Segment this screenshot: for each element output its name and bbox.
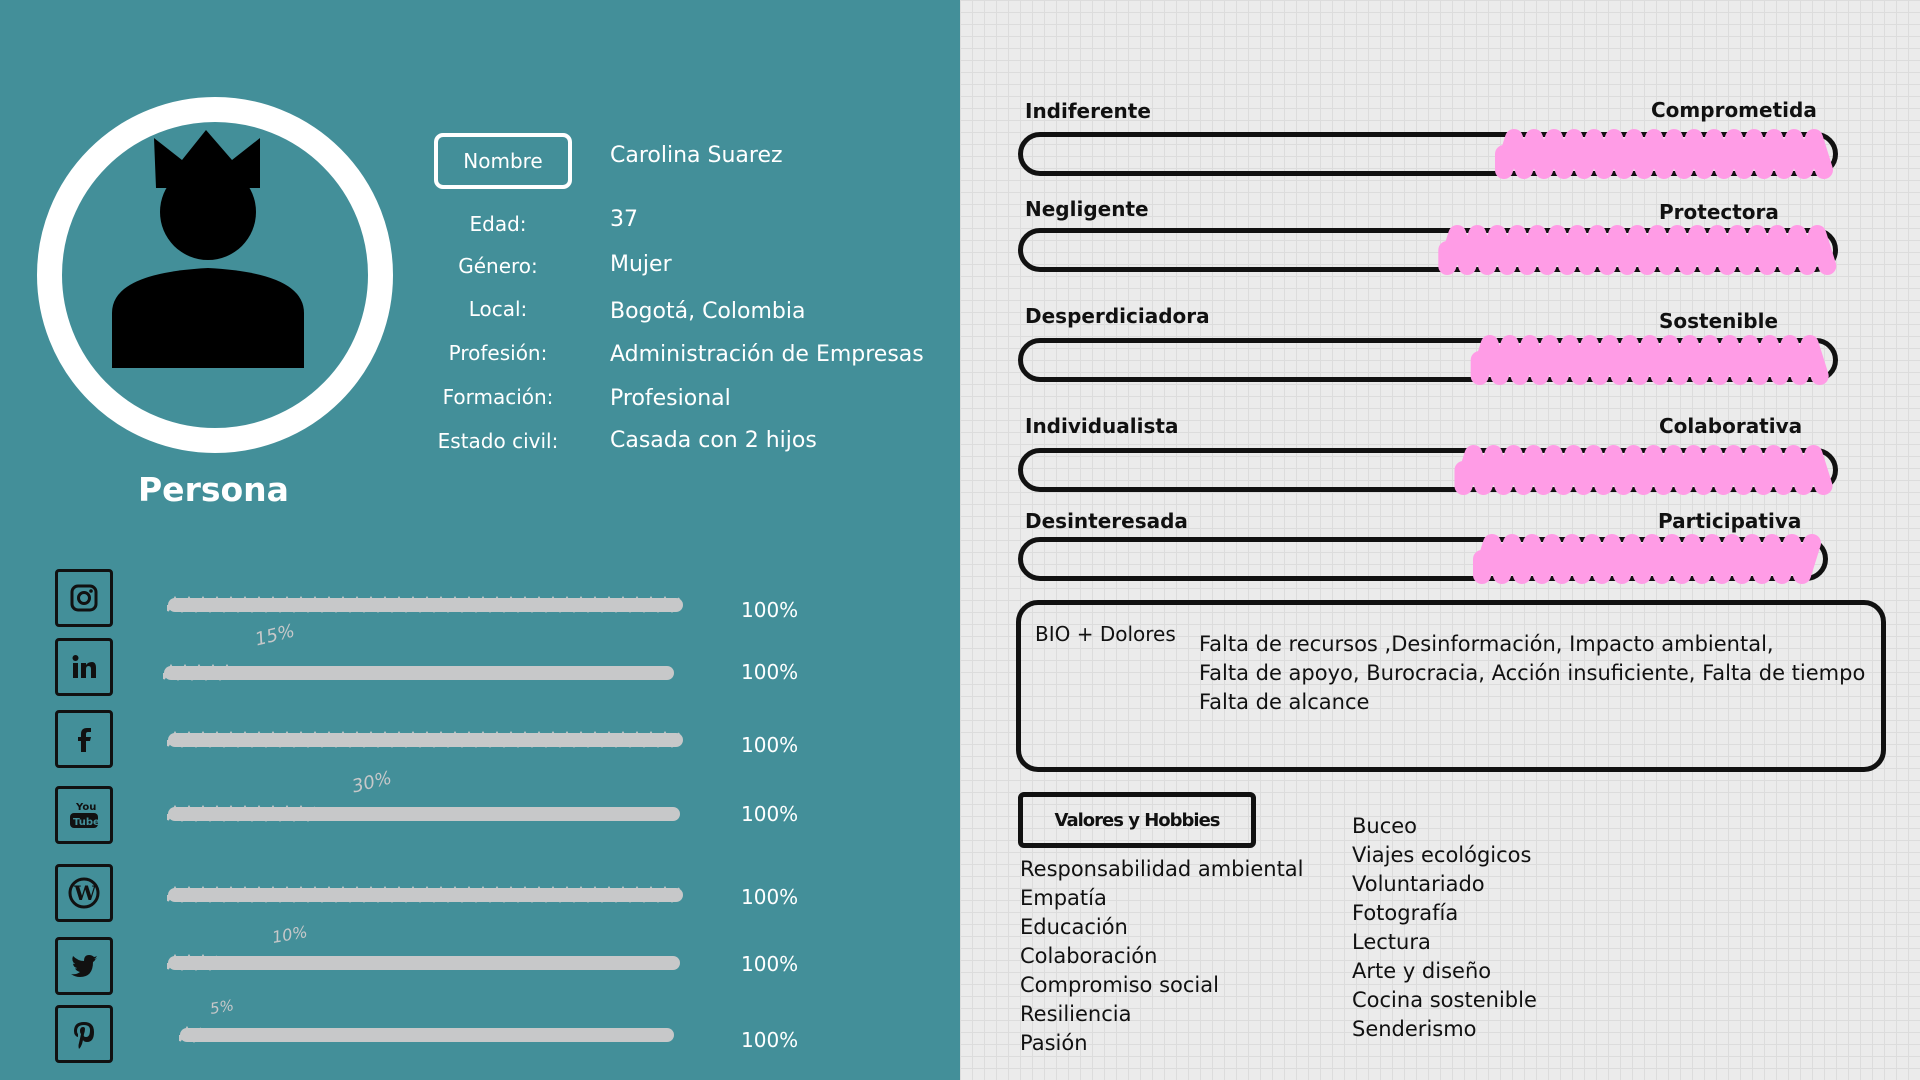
- value-item: Compromiso social: [1020, 973, 1219, 997]
- bar-scribble: [180, 1028, 201, 1041]
- profesion-label: Profesión:: [448, 341, 548, 365]
- scale-2-right: Protectora: [1659, 200, 1779, 224]
- instagram-pct: 100%: [741, 598, 799, 622]
- estado-civil-label: Estado civil:: [437, 429, 559, 453]
- scale-4-right: Colaborativa: [1659, 414, 1803, 438]
- bio-title: BIO + Dolores: [1035, 622, 1176, 646]
- scale-3-right: Sostenible: [1659, 309, 1779, 333]
- bar-scribble: [168, 807, 315, 820]
- pinterest-pct: 100%: [741, 1028, 799, 1052]
- persona-title: Persona: [138, 470, 289, 509]
- value-item: Pasión: [1020, 1031, 1088, 1055]
- scale-3-track: [1018, 338, 1838, 382]
- edad-value: 37: [610, 207, 638, 232]
- bar-scribble: [168, 598, 679, 611]
- valores-hobbies-title: Valores y Hobbies: [1018, 792, 1256, 848]
- svg-text:Tube: Tube: [73, 817, 100, 828]
- bio-line: Falta de alcance: [1199, 690, 1370, 714]
- value-item: Resiliencia: [1020, 1002, 1132, 1026]
- bar-scribble: [164, 666, 234, 679]
- value-item: Empatía: [1020, 886, 1107, 910]
- facebook-pct: 100%: [741, 733, 799, 757]
- scale-1-left: Indiferente: [1025, 99, 1151, 123]
- bio-text: [1199, 630, 1865, 717]
- value-item: Colaboración: [1020, 944, 1158, 968]
- hobby-item: Voluntariado: [1352, 872, 1485, 896]
- bio-line: Falta de apoyo, Burocracia, Acción insuficiente, Falta de tiempo: [1199, 661, 1866, 685]
- value-item: Responsabilidad ambiental: [1020, 857, 1304, 881]
- scale-5-right: Participativa: [1658, 509, 1802, 533]
- values-list: [1020, 855, 1304, 1058]
- hobby-item: Lectura: [1352, 930, 1431, 954]
- scale-2-track: [1018, 228, 1838, 272]
- scale-4-track: [1018, 448, 1838, 492]
- scale-5-track: [1018, 537, 1828, 581]
- youtube-annotation: 30%: [350, 767, 394, 798]
- formacion-value: Profesional: [610, 386, 731, 411]
- hobby-item: Arte y diseño: [1352, 959, 1492, 983]
- twitter-pct: 100%: [741, 952, 799, 976]
- youtube-pct: 100%: [741, 802, 799, 826]
- bar-scribble: [168, 733, 679, 746]
- linkedin-annotation: 15%: [253, 620, 297, 651]
- edad-label: Edad:: [469, 212, 527, 236]
- scale-3-left: Desperdiciadora: [1025, 304, 1210, 328]
- formacion-label: Formación:: [442, 385, 554, 409]
- hobby-item: Senderismo: [1352, 1017, 1477, 1041]
- genero-value: Mujer: [610, 252, 672, 277]
- wordpress-pct: 100%: [741, 885, 799, 909]
- twitter-annotation: 10%: [270, 922, 309, 947]
- hobby-item: Viajes ecológicos: [1352, 843, 1532, 867]
- scale-5-left: Desinteresada: [1025, 509, 1188, 533]
- nombre-value: Carolina Suarez: [610, 143, 783, 168]
- genero-label: Género:: [458, 254, 538, 278]
- local-label: Local:: [468, 297, 528, 321]
- svg-text:You: You: [76, 802, 97, 813]
- scale-1-right: Comprometida: [1651, 98, 1817, 122]
- hobby-item: Cocina sostenible: [1352, 988, 1537, 1012]
- pinterest-annotation: 5%: [208, 996, 236, 1018]
- hobby-item: Fotografía: [1352, 901, 1459, 925]
- linkedin-pct: 100%: [741, 660, 799, 684]
- bar-scribble: [168, 888, 679, 901]
- svg-text:W: W: [74, 881, 97, 905]
- value-item: Educación: [1020, 915, 1128, 939]
- hobbies-list: [1352, 812, 1537, 1044]
- nombre-label: Nombre: [434, 133, 572, 189]
- estado-civil-value: Casada con 2 hijos: [610, 428, 817, 453]
- bar-scribble: [168, 956, 217, 969]
- hobby-item: Buceo: [1352, 814, 1418, 838]
- scale-4-left: Individualista: [1025, 414, 1179, 438]
- scale-2-left: Negligente: [1025, 197, 1149, 221]
- bio-line: Falta de recursos ,Desinformación, Impacto ambiental,: [1199, 632, 1774, 656]
- scale-1-track: [1018, 132, 1838, 176]
- local-value: Bogotá, Colombia: [610, 299, 806, 324]
- profesion-value: Administración de Empresas: [610, 342, 924, 367]
